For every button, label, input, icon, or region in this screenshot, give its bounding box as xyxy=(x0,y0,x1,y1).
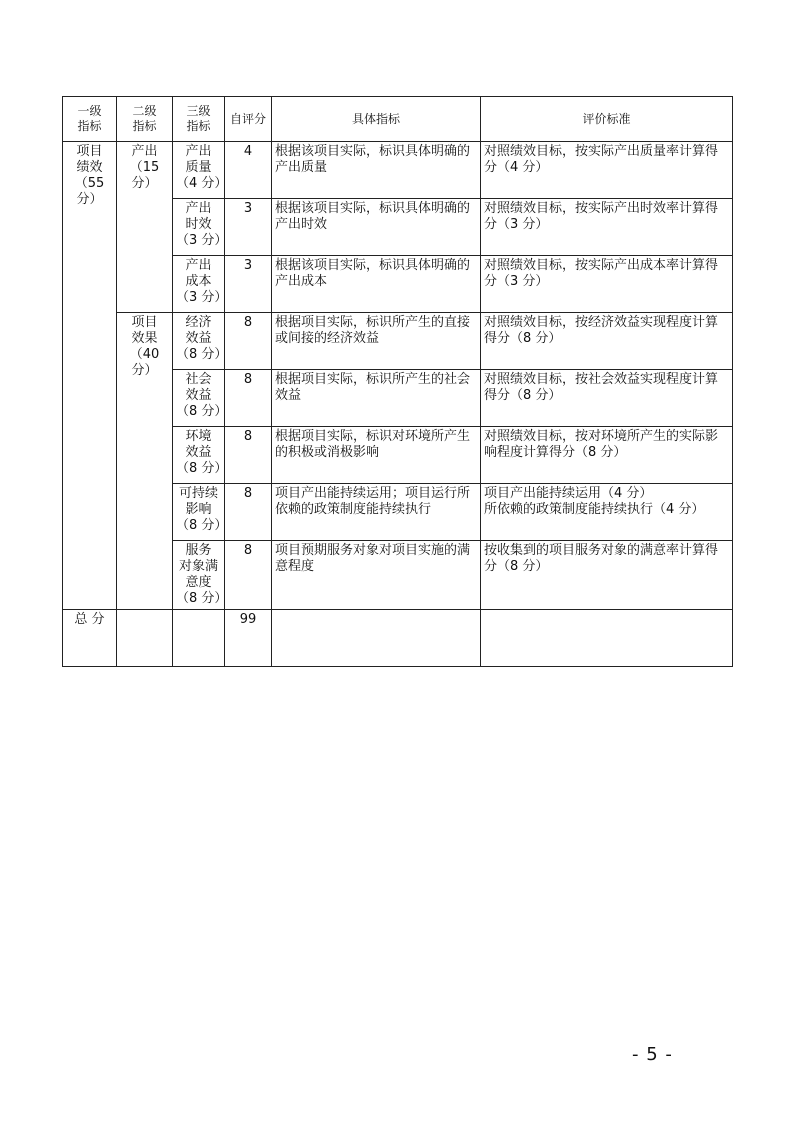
indicator-cell: 根据项目实际，标识对环境所产生的积极或消极影响 xyxy=(272,427,481,484)
score-cell: 8 xyxy=(225,541,272,610)
performance-table xyxy=(62,96,733,667)
score-cell: 8 xyxy=(225,427,272,484)
standard-cell: 对照绩效目标，按实际产出成本率计算得分（3 分） xyxy=(481,256,733,313)
empty-cell xyxy=(173,610,225,667)
empty-cell xyxy=(117,610,173,667)
level3-cell: 社会 效益 （8 分） xyxy=(173,370,225,427)
indicator-cell: 根据该项目实际，标识具体明确的产出时效 xyxy=(272,199,481,256)
indicator-cell: 项目产出能持续运用；项目运行所依赖的政策制度能持续执行 xyxy=(272,484,481,541)
total-score: 99 xyxy=(225,610,272,667)
standard-cell: 对照绩效目标，按对环境所产生的实际影响程度计算得分（8 分） xyxy=(481,427,733,484)
header-level3: 三级 指标 xyxy=(173,97,225,142)
standard-cell: 对照绩效目标，按经济效益实现程度计算得分（8 分） xyxy=(481,313,733,370)
standard-cell: 项目产出能持续运用（4 分） 所依赖的政策制度能持续执行（4 分） xyxy=(481,484,733,541)
score-cell: 3 xyxy=(225,256,272,313)
level2-effect-cell: 项目 效果 （40 分） xyxy=(117,313,173,610)
page-number: - 5 - xyxy=(632,1044,673,1065)
score-cell: 8 xyxy=(225,484,272,541)
indicator-cell: 根据该项目实际，标识具体明确的产出质量 xyxy=(272,142,481,199)
level3-cell: 经济 效益 （8 分） xyxy=(173,313,225,370)
score-cell: 8 xyxy=(225,370,272,427)
header-standard: 评价标准 xyxy=(481,97,733,142)
standard-cell: 对照绩效目标，按社会效益实现程度计算得分（8 分） xyxy=(481,370,733,427)
header-level2: 二级 指标 xyxy=(117,97,173,142)
indicator-cell: 项目预期服务对象对项目实施的满意程度 xyxy=(272,541,481,610)
level3-cell: 产出 成本 （3 分） xyxy=(173,256,225,313)
score-cell: 3 xyxy=(225,199,272,256)
total-row xyxy=(63,610,733,667)
total-label: 总 分 xyxy=(63,610,117,667)
level1-cell: 项目 绩效 （55 分） xyxy=(63,142,117,610)
score-cell: 4 xyxy=(225,142,272,199)
header-indicator: 具体指标 xyxy=(272,97,481,142)
level3-cell: 可持续 影响 （8 分） xyxy=(173,484,225,541)
level3-cell: 产出 时效 （3 分） xyxy=(173,199,225,256)
standard-cell: 对照绩效目标，按实际产出时效率计算得分（3 分） xyxy=(481,199,733,256)
indicator-cell: 根据该项目实际，标识具体明确的产出成本 xyxy=(272,256,481,313)
table-row xyxy=(63,142,733,199)
level2-output-cell: 产出 （15 分） xyxy=(117,142,173,313)
header-self-score: 自评分 xyxy=(225,97,272,142)
standard-cell: 按收集到的项目服务对象的满意率计算得分（8 分） xyxy=(481,541,733,610)
level3-cell: 环境 效益 （8 分） xyxy=(173,427,225,484)
level3-cell: 服务 对象满 意度 （8 分） xyxy=(173,541,225,610)
empty-cell xyxy=(272,610,481,667)
level3-cell: 产出 质量 （4 分） xyxy=(173,142,225,199)
indicator-cell: 根据项目实际，标识所产生的直接或间接的经济效益 xyxy=(272,313,481,370)
header-row xyxy=(63,97,733,142)
table-row xyxy=(63,313,733,370)
empty-cell xyxy=(481,610,733,667)
standard-cell: 对照绩效目标，按实际产出质量率计算得分（4 分） xyxy=(481,142,733,199)
indicator-cell: 根据项目实际，标识所产生的社会效益 xyxy=(272,370,481,427)
score-cell: 8 xyxy=(225,313,272,370)
header-level1: 一级 指标 xyxy=(63,97,117,142)
